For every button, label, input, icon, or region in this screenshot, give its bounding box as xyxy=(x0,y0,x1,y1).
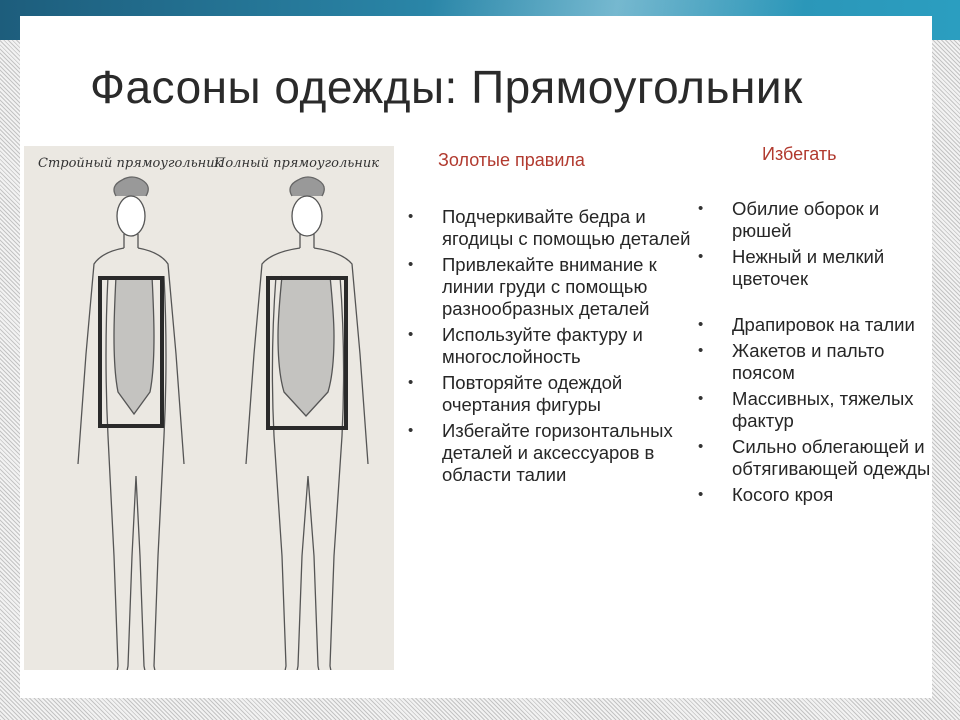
bullet-icon: • xyxy=(698,316,704,333)
rule-text: Повторяйте одеждой очертания фигуры xyxy=(442,372,623,415)
avoid-item xyxy=(698,436,932,480)
bullet-icon: • xyxy=(698,486,704,503)
avoid-text: Сильно облегающей и обтягивающей одежды xyxy=(732,436,931,479)
bullet-icon: • xyxy=(698,200,704,217)
avoid-text: Жакетов и пальто поясом xyxy=(732,340,885,383)
avoid-text: Косого кроя xyxy=(732,484,834,505)
body-figures-drawing xyxy=(24,176,394,670)
avoid-heading: Избегать xyxy=(762,144,837,164)
rule-item xyxy=(408,254,698,320)
bullet-icon: • xyxy=(408,326,414,343)
rule-item xyxy=(408,206,698,250)
avoid-item xyxy=(698,198,932,242)
caption-slim-rectangle: Стройный прямоугольник xyxy=(38,156,223,171)
avoid-list xyxy=(698,198,932,506)
avoid-item xyxy=(698,246,932,290)
slide xyxy=(20,16,932,698)
rule-text: Подчеркивайте бедра и ягодицы с помощью деталей xyxy=(442,206,691,249)
avoid-text: Драпировок на талии xyxy=(732,314,915,335)
rule-text: Привлекайте внимание к линии груди с помощью разнообразных деталей xyxy=(442,254,657,319)
avoid-text: Массивных, тяжелых фактур xyxy=(732,388,914,431)
caption-full-rectangle: Полный прямоугольник xyxy=(214,156,379,171)
golden-rules-list xyxy=(408,206,698,490)
full-figure xyxy=(246,177,368,670)
avoid-item xyxy=(698,314,932,336)
bullet-icon: • xyxy=(408,374,414,391)
bullet-icon: • xyxy=(698,342,704,359)
rule-item xyxy=(408,420,698,486)
bullet-icon: • xyxy=(408,422,414,439)
figure-illustration xyxy=(24,146,394,670)
slim-figure xyxy=(78,177,184,670)
golden-rules-heading: Золотые правила xyxy=(438,150,585,170)
avoid-item xyxy=(698,340,932,384)
bullet-icon: • xyxy=(698,248,704,265)
bullet-icon: • xyxy=(408,208,414,225)
rule-text: Используйте фактуру и многослойность xyxy=(442,324,643,367)
rule-item xyxy=(408,324,698,368)
bullet-icon: • xyxy=(698,438,704,455)
avoid-text: Обилие оборок и рюшей xyxy=(732,198,880,241)
avoid-item xyxy=(698,484,932,506)
rule-item xyxy=(408,372,698,416)
bullet-icon: • xyxy=(698,390,704,407)
avoid-item xyxy=(698,388,932,432)
slide-title: Фасоны одежды: Прямоугольник xyxy=(90,61,803,113)
bullet-icon: • xyxy=(408,256,414,273)
avoid-text: Нежный и мелкий цветочек xyxy=(732,246,885,289)
rule-text: Избегайте горизонтальных деталей и аксессуаров в области талии xyxy=(442,420,673,485)
